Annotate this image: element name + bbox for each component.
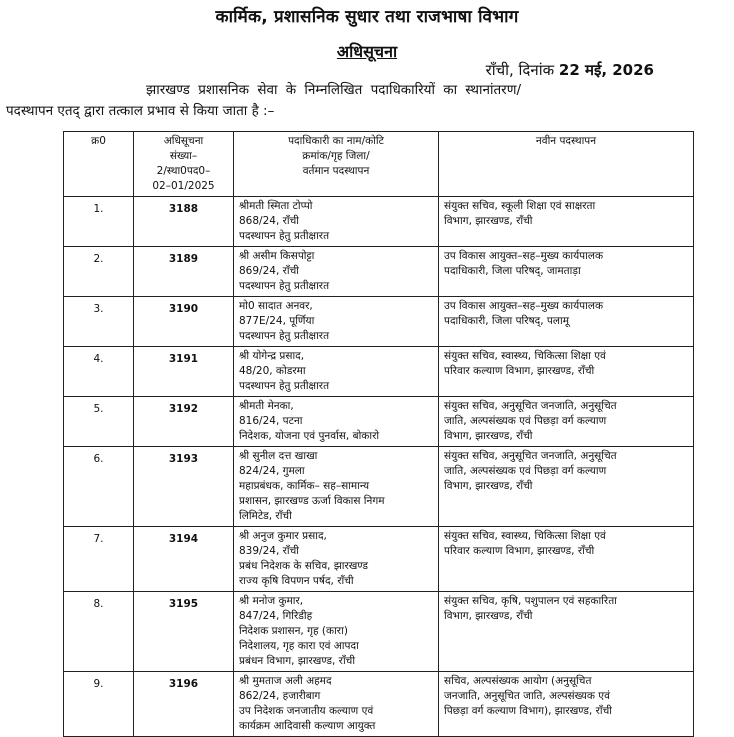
new-posting-line: संयुक्त सचिव, अनुसूचित जनजाति, अनुसूचित: [444, 450, 617, 462]
posting-table: [63, 131, 694, 737]
officer-detail-line: उप निदेशक जनजातीय कल्याण एवं: [239, 705, 374, 717]
row-serial: 2.: [64, 247, 134, 297]
row-notification-number: 3193: [134, 447, 234, 527]
header-officer-line: पदाधिकारी का नाम/कोटि: [288, 135, 384, 147]
officer-detail-line: श्रीमती मेनका,: [239, 400, 294, 412]
row-serial: 7.: [64, 527, 134, 592]
row-officer-details: [234, 592, 439, 672]
officer-detail-line: श्री योगेन्द्र प्रसाद,: [239, 350, 305, 362]
officer-detail-line: श्री मुमताज अली अहमद: [239, 675, 332, 687]
row-new-posting: [439, 247, 694, 297]
officer-detail-line: पदस्थापन हेतु प्रतीक्षारत: [239, 380, 330, 392]
row-new-posting: [439, 347, 694, 397]
row-serial: 6.: [64, 447, 134, 527]
new-posting-line: उप विकास आयुक्त–सह–मुख्य कार्यपालक: [444, 300, 604, 312]
row-new-posting: [439, 527, 694, 592]
header-notification-no: [134, 132, 234, 197]
officer-detail-line: 816/24, पटना: [239, 415, 303, 427]
header-notif-line: 2/स्था0पद0–: [156, 165, 211, 177]
date-prefix: राँची, दिनांक: [485, 61, 555, 79]
officer-detail-line: मो0 सादात अनवर,: [239, 300, 313, 312]
new-posting-line: पिछड़ा वर्ग कल्याण विभाग), झारखण्ड, राँची: [444, 705, 612, 717]
new-posting-line: संयुक्त सचिव, कृषि, पशुपालन एवं सहकारिता: [444, 595, 617, 607]
new-posting-line: संयुक्त सचिव, स्वास्थ्य, चिकित्सा शिक्षा एवं: [444, 530, 606, 542]
date-value: 22 मई, 2026: [558, 61, 654, 79]
table-row: [64, 672, 694, 737]
new-posting-line: परिवार कल्याण विभाग, झारखण्ड, राँची: [444, 545, 595, 557]
officer-detail-line: कार्यक्रम आदिवासी कल्याण आयुक्त: [239, 720, 376, 732]
row-new-posting: [439, 197, 694, 247]
row-notification-number: 3192: [134, 397, 234, 447]
row-serial: 5.: [64, 397, 134, 447]
table-row: [64, 197, 694, 247]
officer-detail-line: 839/24, राँची: [239, 545, 300, 557]
row-serial: 3.: [64, 297, 134, 347]
officer-detail-line: पदस्थापन हेतु प्रतीक्षारत: [239, 230, 330, 242]
new-posting-line: पदाधिकारी, जिला परिषद्, पलामू: [444, 315, 569, 327]
header-notif-line: संख्या–: [169, 150, 198, 162]
table-row: [64, 397, 694, 447]
table-row: [64, 447, 694, 527]
row-officer-details: [234, 247, 439, 297]
row-officer-details: [234, 527, 439, 592]
row-new-posting: [439, 447, 694, 527]
row-officer-details: [234, 447, 439, 527]
header-officer-line: वर्तमान पदस्थापन: [302, 165, 370, 177]
new-posting-line: पदाधिकारी, जिला परिषद्, जामताड़ा: [444, 265, 581, 277]
new-posting-line: विभाग, झारखण्ड, राँची: [444, 215, 533, 227]
header-notif-line: अधिसूचना: [163, 135, 204, 147]
officer-detail-line: 847/24, गिरिडीह: [239, 610, 313, 622]
row-officer-details: [234, 397, 439, 447]
department-heading: कार्मिक, प्रशासनिक सुधार तथा राजभाषा विभाग: [215, 7, 519, 27]
row-notification-number: 3191: [134, 347, 234, 397]
row-serial: 4.: [64, 347, 134, 397]
new-posting-line: संयुक्त सचिव, स्वास्थ्य, चिकित्सा शिक्षा एवं: [444, 350, 606, 362]
header-officer: [234, 132, 439, 197]
officer-detail-line: श्री असीम किसपोट्टा: [239, 250, 315, 262]
row-notification-number: 3194: [134, 527, 234, 592]
officer-detail-line: श्री मनोज कुमार,: [239, 595, 304, 607]
new-posting-line: जाति, अल्पसंख्यक एवं पिछड़ा वर्ग कल्याण: [444, 415, 607, 427]
officer-detail-line: 869/24, राँची: [239, 265, 300, 277]
officer-detail-line: निदेशालय, गृह कारा एवं आपदा: [239, 640, 359, 652]
table-row: [64, 347, 694, 397]
new-posting-line: विभाग, झारखण्ड, राँची: [444, 430, 533, 442]
row-officer-details: [234, 197, 439, 247]
table-row: [64, 297, 694, 347]
row-serial: 1.: [64, 197, 134, 247]
table-row: [64, 247, 694, 297]
notification-title: अधिसूचना: [336, 42, 398, 61]
header-notif-line: 02–01/2025: [152, 180, 215, 192]
new-posting-line: संयुक्त सचिव, अनुसूचित जनजाति, अनुसूचित: [444, 400, 617, 412]
row-serial: 8.: [64, 592, 134, 672]
row-notification-number: 3189: [134, 247, 234, 297]
table-row: [64, 592, 694, 672]
officer-detail-line: प्रशासन, झारखण्ड ऊर्जा विकास निगम: [239, 495, 385, 507]
new-posting-line: जनजाति, अनुसूचित जाति, अल्पसंख्यक एवं: [444, 690, 610, 702]
new-posting-line: जाति, अल्पसंख्यक एवं पिछड़ा वर्ग कल्याण: [444, 465, 607, 477]
row-new-posting: [439, 592, 694, 672]
officer-detail-line: 868/24, राँची: [239, 215, 300, 227]
row-notification-number: 3188: [134, 197, 234, 247]
new-posting-line: उप विकास आयुक्त–सह–मुख्य कार्यपालक: [444, 250, 604, 262]
intro-line-1: झारखण्ड प्रशासनिक सेवा के निम्नलिखित पदाधिकारियों का स्थानांतरण/: [146, 82, 522, 98]
officer-detail-line: लिमिटेड, राँची: [239, 510, 292, 522]
officer-detail-line: 824/24, गुमला: [239, 465, 305, 477]
new-posting-line: सचिव, अल्पसंख्यक आयोग (अनुसूचित: [444, 675, 592, 687]
officer-detail-line: 48/20, कोडरमा: [239, 365, 306, 377]
officer-detail-line: निदेशक प्रशासन, गृह (कारा): [239, 625, 348, 637]
row-officer-details: [234, 297, 439, 347]
officer-detail-line: प्रबंध निदेशक के सचिव, झारखण्ड: [239, 560, 368, 572]
new-posting-line: संयुक्त सचिव, स्कूली शिक्षा एवं साक्षरता: [444, 200, 596, 212]
header-officer-line: क्रमांक/गृह जिला/: [302, 150, 370, 162]
table-row: [64, 527, 694, 592]
header-serial: क्र0: [64, 132, 134, 197]
row-new-posting: [439, 672, 694, 737]
row-serial: 9.: [64, 672, 134, 737]
row-notification-number: 3190: [134, 297, 234, 347]
row-officer-details: [234, 672, 439, 737]
officer-detail-line: पदस्थापन हेतु प्रतीक्षारत: [239, 280, 330, 292]
officer-detail-line: राज्य कृषि विपणन पर्षद, राँची: [239, 575, 354, 587]
intro-line-2: पदस्थापन एतद् द्वारा तत्काल प्रभाव से किया जाता है :–: [6, 103, 275, 119]
officer-detail-line: श्री सुनील दत्त खाखा: [239, 450, 318, 462]
intro-paragraph: [6, 80, 696, 122]
officer-detail-line: 877E/24, पूर्णिया: [239, 315, 315, 327]
officer-detail-line: प्रबंधन विभाग, झारखण्ड, राँची: [239, 655, 356, 667]
row-new-posting: [439, 297, 694, 347]
officer-detail-line: श्री अनुज कुमार प्रसाद,: [239, 530, 327, 542]
place-date: [486, 60, 654, 80]
officer-detail-line: निदेशक, योजना एवं पुनर्वास, बोकारो: [239, 430, 380, 442]
officer-detail-line: पदस्थापन हेतु प्रतीक्षारत: [239, 330, 330, 342]
row-notification-number: 3196: [134, 672, 234, 737]
new-posting-line: विभाग, झारखण्ड, राँची: [444, 480, 533, 492]
row-new-posting: [439, 397, 694, 447]
new-posting-line: परिवार कल्याण विभाग, झारखण्ड, राँची: [444, 365, 595, 377]
row-officer-details: [234, 347, 439, 397]
officer-detail-line: श्रीमती स्मिता टोप्पो: [239, 200, 313, 212]
officer-detail-line: महाप्रबंधक, कार्मिक– सह–सामान्य: [239, 480, 370, 492]
officer-detail-line: 862/24, हजारीबाग: [239, 690, 321, 702]
row-notification-number: 3195: [134, 592, 234, 672]
table-header-row: [64, 132, 694, 197]
new-posting-line: विभाग, झारखण्ड, राँची: [444, 610, 533, 622]
header-new-posting: नवीन पदस्थापन: [439, 132, 694, 197]
